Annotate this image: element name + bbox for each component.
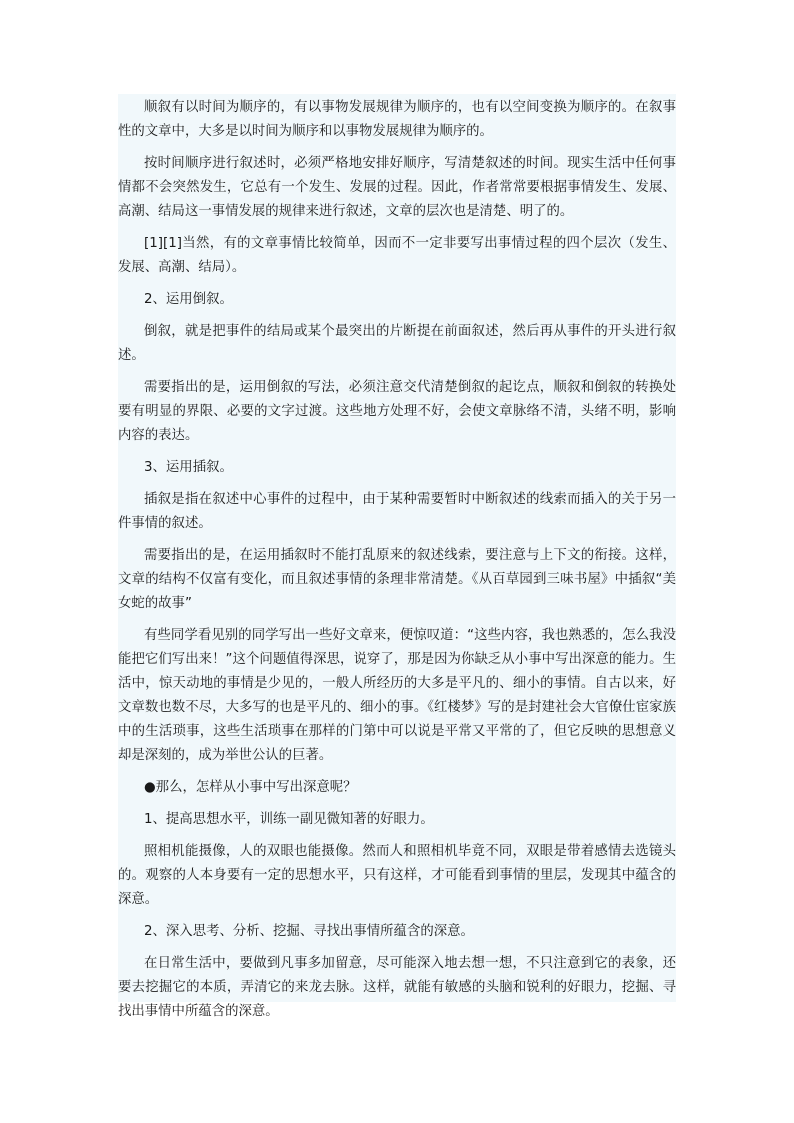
paragraph: 需要指出的是，在运用插叙时不能打乱原来的叙述线索，要注意与上下文的衔接。这样，文章的结构不仅富有变化，而且叙述事情的条理非常清楚。《从百草园到三味书屋》中插叙“美女蛇的故事” bbox=[118, 548, 676, 611]
paragraph: 倒叙，就是把事件的结局或某个最突出的片断提在前面叙述，然后再从事件的开头进行叙述。 bbox=[118, 324, 676, 363]
section-question: ●那么，怎样从小事中写出深意呢？ bbox=[144, 780, 357, 795]
section-heading: 2、深入思考、分析、挖掘、寻找出事情所蕴含的深意。 bbox=[144, 924, 474, 939]
section-heading: 1、提高思想水平，训练一副见微知著的好眼力。 bbox=[144, 812, 434, 827]
paragraph: 照相机能摄像，人的双眼也能摄像。然而人和照相机毕竟不同，双眼是带着感情去选镜头的。观察的人本身要有一定的思想水平，只有这样，才可能看到事情的里层，发现其中蕴含的深意。 bbox=[118, 844, 676, 907]
paragraph: 有些同学看见别的同学写出一些好文章来，便惊叹道：“这些内容，我也熟悉的，怎么我没能把它们写出来！”这个问题值得深思，说穿了，那是因为你缺乏从小事中写出深意的能力。生活中，惊天动地的事情是少见的，一般人所经历的大多是平凡的、细小的事情。自古以来，好文章数也数不尽，大多写的也是平凡的、细小的事。《红楼梦》写的是封建社会大官僚仕宦家族中的生活琐事，这些生活琐事在那样的门第中可以说是平常又平常的了，但它反映的思想意义却是深刻的，成为举世公认的巨著。 bbox=[118, 628, 676, 763]
paragraph: 按时间顺序进行叙述时，必须严格地安排好顺序，写清楚叙述的时间。现实生活中任何事情都不会突然发生，它总有一个发生、发展的过程。因此，作者常常要根据事情发生、发展、高潮、结局这一事情发展的规律来进行叙述，文章的层次也是清楚、明了的。 bbox=[118, 156, 676, 219]
paragraph: 需要指出的是，运用倒叙的写法，必须注意交代清楚倒叙的起讫点，顺叙和倒叙的转换处要有明显的界限、必要的文字过渡。这些地方处理不好，会使文章脉络不清，头绪不明，影响内容的表达。 bbox=[118, 380, 676, 443]
paragraph: 插叙是指在叙述中心事件的过程中，由于某种需要暂时中断叙述的线索而插入的关于另一件事情的叙述。 bbox=[118, 492, 676, 531]
paragraph: [1][1]当然，有的文章事情比较简单，因而不一定非要写出事情过程的四个层次（发生、发展、高潮、结局）。 bbox=[118, 236, 676, 275]
section-heading: 2、运用倒叙。 bbox=[144, 292, 233, 307]
article-body bbox=[118, 94, 676, 1019]
paragraph: 在日常生活中，要做到凡事多加留意，尽可能深入地去想一想，不只注意到它的表象，还要去挖掘它的本质，弄清它的来龙去脉。这样，就能有敏感的头脑和锐利的好眼力，挖掘、寻找出事情中所蕴含的深意。 bbox=[118, 956, 676, 1019]
paragraph: 顺叙有以时间为顺序的，有以事物发展规律为顺序的，也有以空间变换为顺序的。在叙事性的文章中，大多是以时间为顺序和以事物发展规律为顺序的。 bbox=[118, 100, 676, 139]
section-heading: 3、运用插叙。 bbox=[144, 460, 233, 475]
